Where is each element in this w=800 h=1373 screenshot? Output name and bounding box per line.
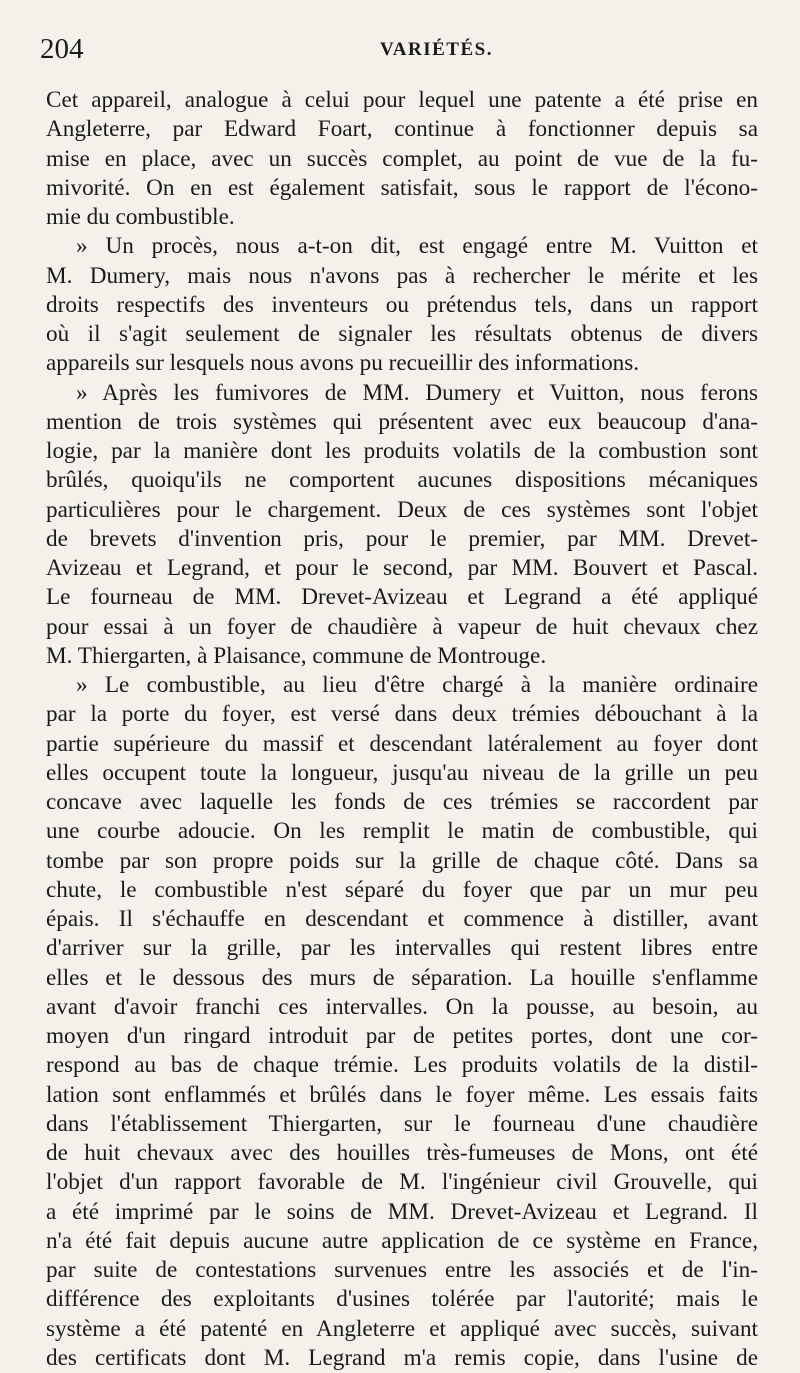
text-line: » Après les fumivores de MM. Dumery et Vuitton, nous ferons — [76, 379, 758, 406]
text-line: appareils sur lesquels nous avons pu recueillir des informations. — [46, 350, 640, 377]
text-line: moyen d'un ringard introduit par de petites portes, dont une cor- — [46, 1023, 758, 1049]
text-line: elles occupent toute la longueur, jusqu'au niveau de la grille un peu — [46, 759, 758, 786]
text-line: différence des exploitants d'usines tolérée par l'autorité; mais le — [46, 1286, 758, 1313]
text-line: de huit chevaux avec des houilles très-fumeuses de Mons, ont été — [46, 1140, 758, 1166]
text-line: droits respectifs des inventeurs ou prétendus tels, dans un rapport — [46, 291, 758, 318]
text-line: brûlés, quoiqu'ils ne comportent aucunes dispositions mécaniques — [46, 467, 758, 494]
text-line: d'arriver sur la grille, par les intervalles qui restent libres entre — [46, 935, 758, 962]
text-line: logie, par la manière dont les produits volatils de la combustion sont — [46, 438, 758, 464]
text-line: respond au bas de chaque trémie. Les produits volatils de la distil- — [46, 1052, 758, 1079]
text-line: mise en place, avec un succès complet, au point de vue de la fu- — [46, 145, 758, 172]
text-line: épais. Il s'échauffe en descendant et commence à distiller, avant — [46, 906, 758, 932]
section-title: VARIÉTÉS. — [380, 39, 493, 60]
text-line: lation sont enflammés et brûlés dans le foyer même. Les essais faits — [46, 1081, 758, 1108]
text-line: de brevets d'invention pris, pour le premier, par MM. Drevet- — [46, 525, 758, 552]
text-line: par suite de contestations survenues entre les associés et de l'in- — [46, 1257, 758, 1283]
text-line: mivorité. On en est également satisfait, sous le rapport de l'écono- — [46, 174, 758, 201]
text-line: avant d'avoir franchi ces intervalles. On la pousse, au besoin, au — [46, 993, 758, 1020]
text-line: » Le combustible, au lieu d'être chargé à la manière ordinaire — [76, 672, 758, 698]
page-number: 204 — [40, 33, 84, 65]
text-line: mention de trois systèmes qui présentent avec eux beaucoup d'ana- — [46, 408, 758, 435]
text-line: Le fourneau de MM. Drevet-Avizeau et Legrand a été appliqué — [46, 584, 758, 611]
text-line: chute, le combustible n'est séparé du foyer que par un mur peu — [46, 876, 758, 903]
text-line: » Un procès, nous a-t-on dit, est engagé entre M. Vuitton et — [76, 233, 758, 260]
text-line: par la porte du foyer, est versé dans deux trémies débouchant à la — [46, 701, 758, 728]
text-line: une courbe adoucie. On les remplit le matin de combustible, qui — [46, 818, 758, 845]
text-line: concave avec laquelle les fonds de ces trémies se raccordent par — [46, 789, 758, 815]
text-line: elles et le dessous des murs de séparation. La houille s'enflamme — [46, 964, 758, 991]
text-line: a été imprimé par le soins de MM. Drevet-Avizeau et Legrand. Il — [46, 1198, 758, 1225]
text-line: mie du combustible. — [46, 204, 235, 230]
text-line: pour essai à un foyer de chaudière à vapeur de huit chevaux chez — [46, 613, 758, 640]
body-text — [46, 86, 758, 1373]
text-line: système a été patenté en Angleterre et appliqué avec succès, suivant — [46, 1315, 758, 1342]
text-line: particulières pour le chargement. Deux de ces systèmes sont l'objet — [46, 496, 758, 523]
text-line: Cet appareil, analogue à celui pour lequel une patente a été prise en — [46, 87, 758, 113]
running-head — [40, 32, 760, 66]
text-line: M. Thiergarten, à Plaisance, commune de Montrouge. — [46, 642, 547, 669]
text-line: où il s'agit seulement de signaler les résultats obtenus de divers — [46, 321, 758, 347]
text-line: Angleterre, par Edward Foart, continue à fonctionner depuis sa — [46, 116, 758, 143]
text-line: tombe par son propre poids sur la grille de chaque côté. Dans sa — [46, 847, 758, 874]
text-line: dans l'établissement Thiergarten, sur le fourneau d'une chaudière — [46, 1110, 758, 1137]
text-line: partie supérieure du massif et descendant latéralement au foyer dont — [46, 730, 758, 757]
text-line: des certificats dont M. Legrand m'a remis copie, dans l'usine de — [46, 1344, 758, 1371]
text-line: M. Dumery, mais nous n'avons pas à rechercher le mérite et les — [46, 262, 758, 289]
text-line: n'a été fait depuis aucune autre application de ce système en France, — [46, 1227, 758, 1254]
text-line: l'objet d'un rapport favorable de M. l'ingénieur civil Grouvelle, qui — [46, 1169, 758, 1196]
text-line: Avizeau et Legrand, et pour le second, par MM. Bouvert et Pascal. — [46, 555, 758, 581]
